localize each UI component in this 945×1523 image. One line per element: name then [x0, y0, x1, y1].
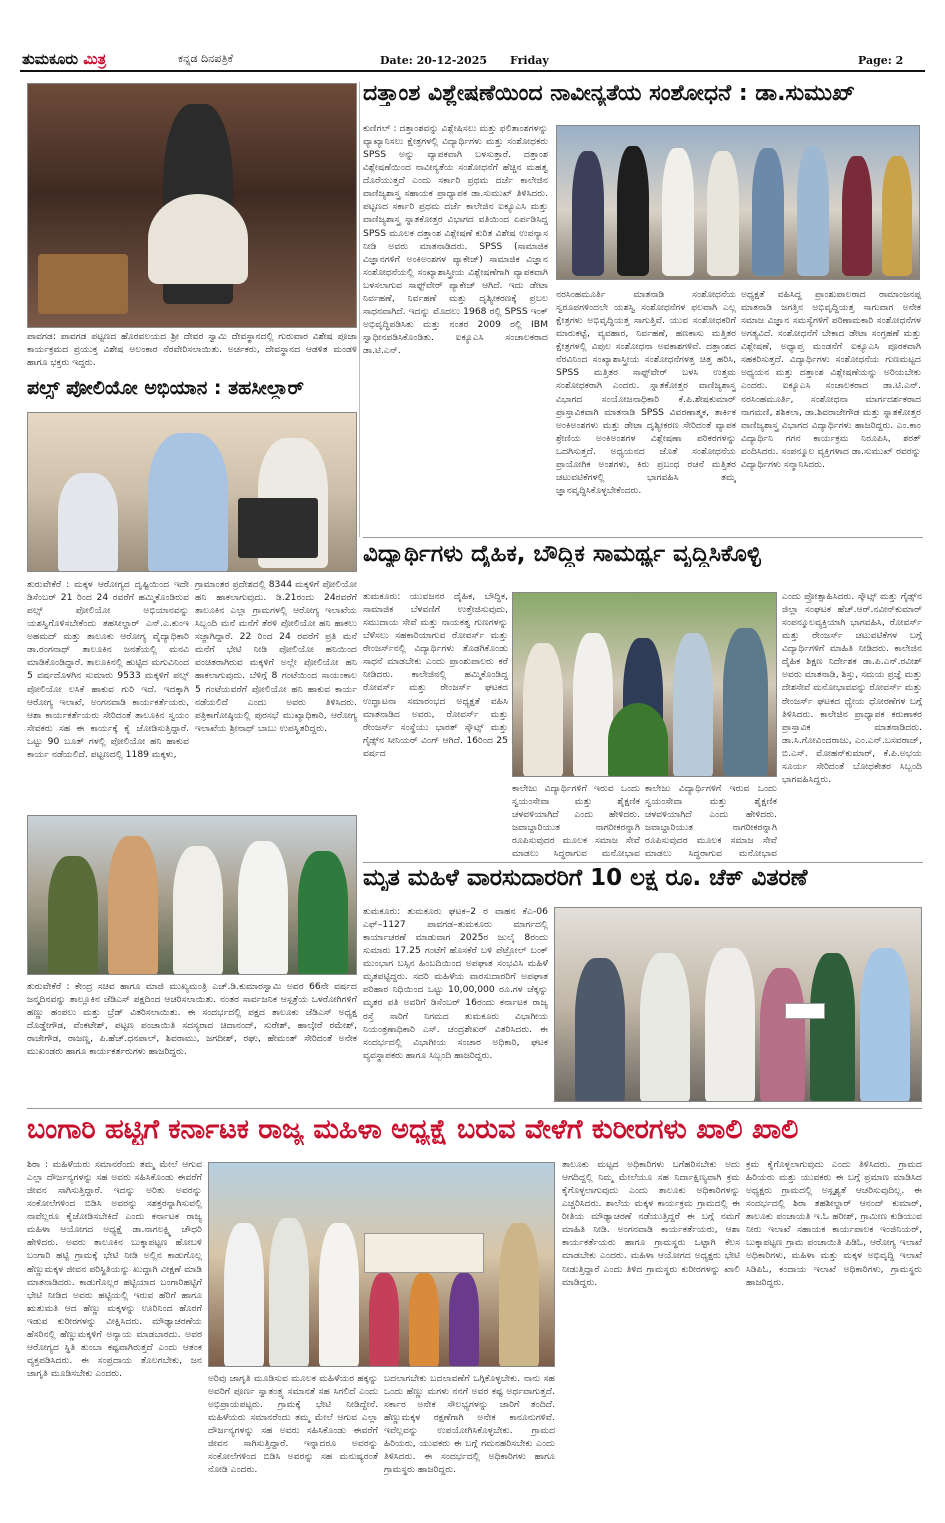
women-col1: ಶಿರಾ : ಮಹಿಳೆಯರು ಸಮಾನರೆಂದು ತಮ್ಮ ಮೇಲೆ ಆಗುವ ಎಲ್ಲಾ ದೌರ್ಜನ್ಯಗಳನ್ನು ಸಹ ಅವರು ಸಹಿಸಿಕೊಂಡು ಈವರೆಗೆ ಜೀವನ ಸಾಗಿಸುತ್ತಿದ್ದಾರೆ. ಇದನ್ನು ಅರಿತು ಅವರನ್ನು ಸಂಕೋಲೆಗಳಿಂದ ಬಿಡಿಸಿ ಅವರನ್ನು ಸಶಕ್ತರನ್ನಾಗಿಸುವಲ್ಲಿ ನಾವೆಲ್ಲರೂ ಕೈಜೋಡಿಸಬೇಕಿದೆ ಎಂದು ಕರ್ನಾಟಕ ರಾಜ್ಯ ಮಹಿಳಾ ಆಯೋಗದ ಅಧ್ಯಕ್ಷೆ ಡಾ.ನಾಗಲಕ್ಷ್ಮಿ ಚೌಧರಿ ಹೇಳಿದರು. ಅವರು ತಾಲೂಕಿನ ಬುಕ್ಕಾಪಟ್ಟಣ ಹೋಬಳಿ ಬಂಗಾರಿ ಹಟ್ಟಿ ಗ್ರಾಮಕ್ಕೆ ಭೇಟಿ ನೀಡಿ ಅಲ್ಲಿನ ಕಾಡುಗೊಲ್ಲ ಹೆಣ್ಣುಮಕ್ಕಳ ಜೀವನ ಪರಿಸ್ಥಿತಿಯನ್ನು ಖುದ್ದಾಗಿ ವೀಕ್ಷಣೆ ಮಾಡಿ ಮಾತನಾಡಿದರು. ಕಾಡುಗೊಲ್ಲರ ಹಟ್ಟಿಯಾದ ಬಂಗಾರಿಹಟ್ಟಿಗೆ ಭೇಟಿ ನೀಡಿದ ಅವರು ಹಟ್ಟಿಯಲ್ಲಿ ಇರುವ ಹೆರಿಗೆ ಹಾಗೂ ಋತುಮತಿ ಆದ ಹೆಣ್ಣು ಮಕ್ಕಳನ್ನು ಊರಿನಿಂದ ಹೊರಗೆ ಇಡುವ ಕುರೀರಗಳನ್ನು ವೀಕ್ಷಿಸಿದರು. ಮೌಢ್ಯಾಚರಣೆಯ ಹೆಸರಿನಲ್ಲಿ ಹೆಣ್ಣುಮಕ್ಕಳಿಗೆ ಅನ್ಯಾಯ ಮಾಡಬಾರದು. ಅವರ ಆರೋಗ್ಯದ ಸ್ಥಿತಿ ತುಂಬಾ ಕಷ್ಟವಾಗಿರುತ್ತದೆ ಎಂದು ಆತಂಕ ವ್ಯಕ್ತಪಡಿಸಿದರು. ಈ ಸಂಪ್ರದಾಯ ತೊಲಗಬೇಕು, ಜನ ಜಾಗೃತಿ ಮೂಡಿಸಬೇಕು ಎಂದರು. [27, 1159, 202, 1379]
officer-left [58, 473, 118, 572]
issue-day: Friday [510, 54, 549, 67]
official-2 [640, 953, 690, 1102]
guest-2 [573, 633, 613, 777]
newspaper-subtitle: ಕನ್ನಡ ದಿನಪತ್ರಿಕೆ [178, 52, 234, 65]
masthead [0, 0, 945, 80]
person-7 [842, 156, 872, 276]
section-rule-3 [27, 1108, 922, 1109]
marcher-3 [319, 1223, 359, 1367]
temple-caption: ಪಾವಗಡ: ಪಾವಗಡ ಪಟ್ಟಣದ ಹೊರವಲಯದ ಶ್ರೀ ದೇವರ ಸ್ವಾಮಿ ದೇವಸ್ಥಾನದಲ್ಲಿ ಗುರುವಾರ ವಿಶೇಷ ಪೂಜಾ ಕಾರ್ಯಕ್ರಮದ ಪ್ರಯುಕ್ತ ವಿಶೇಷ ಅಲಂಕಾರ ನೆರವೇರಿಸಲಾಯಿತು. ಅರ್ಚಕರು, ದೇವಸ್ಥಾನದ ಆಡಳಿತ ಮಂಡಳಿ ಹಾಗೂ ಭಕ್ತರು ಇದ್ದರು. [27, 331, 357, 369]
ceremony-photo [512, 592, 777, 777]
cheque-headline: ಮೃತ ಮಹಿಳೆ ವಾರಸುದಾರರಿಗೆ 10 ಲಕ್ಷ ರೂ. ಚೆಕ್ ವಿತರಣೆ [363, 866, 808, 891]
person-5 [752, 148, 784, 276]
marcher-7 [499, 1223, 539, 1367]
marcher-4 [369, 1273, 399, 1367]
visitor-2 [108, 836, 158, 975]
polio-col2: ಗ್ರಾಮಾಂತರ ಪ್ರದೇಶದಲ್ಲಿ 8344 ಮಕ್ಕಳಿಗೆ ಪೋಲಿಯೋ ಹನಿ ಹಾಕಲಾಗುವುದು. ಡಿ.21ರಂದು 24ರವರೆಗೆ ತಾಲೂಕಿನ ಎಲ್ಲಾ ಗ್ರಾಮಗಳಲ್ಲಿ ಆರೋಗ್ಯ ಇಲಾಖೆಯ ಸಿಬ್ಬಂದಿ ಮನೆ ಮನೆಗೆ ತೆರಳಿ ಪೋಲಿಯೋ ಹನಿ ಹಾಕಲು ಸಜ್ಜಾಗಿದ್ದಾರೆ. 22 ರಿಂದ 24 ರವರೆಗೆ ಪ್ರತಿ ಮನೆ ಮನೆಗೆ ಭೇಟಿ ನೀಡಿ ಪೋಲಿಯೋ ಹನಿಯಿಂದ ವಂಚಿತರಾಗಿರುವ ಮಕ್ಕಳಿಗೆ ಅಲ್ಲೇ ಪೋಲಿಯೋ ಹನಿ ಹಾಕಲಾಗುವುದು. ಬೆಳಿಗ್ಗೆ 8 ಗಂಟೆಯಿಂದ ಸಾಯಂಕಾಲ 5 ಗಂಟೆಯವರೆಗೆ ಪೋಲಿಯೋ ಹನಿ ಹಾಕುವ ಕಾರ್ಯ ನಡೆಯಲಿದೆ ಎಂದು ಅವರು ತಿಳಿಸಿದರು. ಪತ್ರಿಕಾಗೋಷ್ಠಿಯಲ್ಲಿ ಪುರಸಭೆ ಮುಖ್ಯಾಧಿಕಾರಿ, ಆರೋಗ್ಯ ಇಲಾಖೆಯ ಶ್ರೀನಾಥ್ ಬಾಬು ಉಪಸ್ಥಿತರಿದ್ದರು. [195, 579, 357, 734]
newspaper-logo [22, 50, 106, 68]
logo-part2: ಮಿತ್ರ [83, 50, 107, 68]
women-col4: ತಾಲೂಕು ಮಟ್ಟದ ಅಧಿಕಾರಿಗಳು ಬಗೆಹರಿಸಬೇಕು ಅದು ಆಗದಿದ್ದಲ್ಲಿ ನಿಮ್ಮ ಮೇಲೆಯೂ ಸಹ ನಿರ್ದಾಕ್ಷಿಣ್ಯವಾಗಿ ಕ್ರಮ ಕೈಗೊಳ್ಳಲಾಗುವುದು ಎಂದು ತಾಲೂಕು ಅಧಿಕಾರಿಗಳನ್ನು ಎಚ್ಚರಿಸಿದರು. ಶಾಲೆಯ ಮಕ್ಕಳ ಕಾರ್ಯಕ್ರಮ ಗ್ರಾಮದಲ್ಲಿ ಈ ರೀತಿಯ ಮೌಢ್ಯಾಚರಣೆ ನಡೆಯುತ್ತಿದ್ದರೆ ಈ ಬಗ್ಗೆ ನಮಗೆ ಮಾಹಿತಿ ನೀಡಿ. ಅಂಗನವಾಡಿ ಕಾರ್ಯಕರ್ತೆಯರು, ಆಶಾ ಕಾರ್ಯಕರ್ತೆಯರು ಹಾಗೂ ಗ್ರಾಮಸ್ಥರು ಒಟ್ಟಾಗಿ ಕೆಲಸ ಮಾಡಬೇಕು ಎಂದರು. ಮಹಿಳಾ ಆಯೋಗದ ಅಧ್ಯಕ್ಷರು ಭೇಟಿ ನೀಡುತ್ತಿದ್ದಾರೆ ಎಂದು ತಿಳಿದ ಗ್ರಾಮಸ್ಥರು ಕುರೀರಗಳನ್ನು ಖಾಲಿ ಮಾಡಿದ್ದರು. [562, 1159, 740, 1288]
students-col3: ಎಂದು ಪ್ರೋತ್ಸಾಹಿಸಿದರು. ಸ್ಕೌಟ್ಸ್ ಮತ್ತು ಗೈಡ್ಸ್‌ನ ಜಿಲ್ಲಾ ಸಂಘಟಕ ಹೆಚ್.ಆರ್.ನವೀನ್‌ಕುಮಾರ್ ಸಂಪನ್ಮೂಲವ್ಯಕ್ತಿಯಾಗಿ ಭಾಗವಹಿಸಿ, ರೋವರ್ಸ್ ಮತ್ತು ರೇಂಜರ್ಸ್ ಚಟುವಟಿಕೆಗಳ ಬಗ್ಗೆ ವಿದ್ಯಾರ್ಥಿಗಳಿಗೆ ಮಾಹಿತಿ ನೀಡಿದರು. ಕಾಲೇಜಿನ ದೈಹಿಕ ಶಿಕ್ಷಣ ನಿರ್ದೇಶಕ ಡಾ.ಪಿ.ಎನ್.ರವೀಶ್ ಅವರು ಮಾತನಾಡಿ, ಶಿಸ್ತು, ಸಮಯ ಪ್ರಜ್ಞೆ ಮತ್ತು ದೇಶಸೇವೆ ಮನೋಭಾವವನ್ನು ರೋವರ್ಸ್ ಮತ್ತು ರೇಂಜರ್ಸ್ ಘಟಕದ ಧ್ಯೇಯ ಧೋರಣೆಗಳ ಬಗ್ಗೆ ತಿಳಿಸಿದರು. ಕಾಲೇಜಿನ ಪ್ರಾಧ್ಯಾಪಕ ಕರುಣಾಕರ ಪ್ರಾಸ್ತಾವಿಕ ಮಾತನಾಡಿದರು. ಡಾ.ಸಿ.ಗೋವಿಂದರಾಜು, ಎಂ.ಎನ್.ಬಸವರಾಜ್, ಬಿ.ಎಸ್. ಮೋಹನ್‌ಕುಮಾರ್, ಕೆ.ಪಿ.ಅಭಯ ಸೂರ್ಯ ಸೇರಿದಂತೆ ಬೋಧಕೇತರ ಸಿಬ್ಬಂದಿ ಭಾಗವಹಿಸಿದ್ದರು. [782, 591, 922, 785]
logo-part1: ತುಮಕೂರು [22, 50, 84, 68]
women-col5: ಕ್ರಮ ಕೈಗೊಳ್ಳಲಾಗುವುದು ಎಂದು ತಿಳಿಸಿದರು. ಗ್ರಾಮದ ಹಿರಿಯರು ಮತ್ತು ಯುವಕರು ಈ ಬಗ್ಗೆ ಪ್ರಮಾಣ ಮಾಡಿಸಿದ ಅಧ್ಯಕ್ಷರು ಗ್ರಾಮದಲ್ಲಿ ಅಸ್ಪೃಶ್ಯತೆ ಆಚರಿಸುವುದಿಲ್ಲ. ಈ ಸಂದರ್ಭದಲ್ಲಿ ಶಿರಾ ತಹಶೀಲ್ದಾರ್ ಆನಂದ್ ಕುಮಾರ್, ತಾಲೂಕು ಪಂಚಾಯತಿ ಇ.ಓ ಹರೀಶ್, ಗ್ರಾಮೀಣ ಕುಡಿಯುವ ನೀರು ಇಲಾಖೆ ಸಹಾಯಕ ಕಾರ್ಯಪಾಲಕ ಇಂಜಿನಿಯರ್, ಬುಕ್ಕಾಪಟ್ಟಣ ಗ್ರಾಮ ಪಂಚಾಯಿತಿ ಪಿಡಿಓ, ಆರೋಗ್ಯ ಇಲಾಖೆ ಅಧಿಕಾರಿಗಳು, ಮಹಿಳಾ ಮತ್ತು ಮಕ್ಕಳ ಅಭಿವೃದ್ಧಿ ಇಲಾಖೆ ಸಿಡಿಪಿಓ, ಕಂದಾಯ ಇಲಾಖೆ ಅಧಿಕಾರಿಗಳು, ಗ್ರಾಮಸ್ಥರು ಹಾಜರಿದ್ದರು. [746, 1159, 922, 1288]
women-headline: ಬಂಗಾರಿ ಹಟ್ಟಿಗೆ ಕರ್ನಾಟಕ ರಾಜ್ಯ ಮಹಿಳಾ ಅಧ್ಯಕ್ಷೆ ಬರುವ ವೇಳೆಗೆ ಕುರೀರಗಳು ಖಾಲಿ ಖಾಲಿ [27, 1115, 799, 1145]
office-photo [27, 412, 357, 572]
visitor-5 [298, 851, 348, 975]
masthead-rule [20, 70, 925, 72]
person-3 [662, 148, 694, 276]
polio-headline: ಪಲ್ಸ್ ಪೋಲಿಯೋ ಅಭಿಯಾನ : ತಹಸೀಲ್ದಾರ್ [27, 378, 304, 399]
students-col2: ಕಾಲೇಜು ವಿದ್ಯಾರ್ಥಿಗಳಿಗೆ ಇರುವ ಒಂದು ಸ್ವಯಂಸೇವಾ ಮತ್ತು ಶೈಕ್ಷಣಿಕ ಚಳವಳಿಯಾಗಿದೆ ಎಂದು ಹೇಳಿದರು. ಜವಾಬ್ದಾರಿಯುತ ನಾಗರೀಕರನ್ನಾಗಿ ರೂಪಿಸುವುದರ ಮೂಲಕ ಸಮಾಜ ಸೇವೆ ಮಾಡಲು ಸಿದ್ಧರಾಗುವ ಮನೋಭಾವ [512, 783, 640, 860]
research-col3b: ಅಧ್ಯಕ್ಷತೆ ವಹಿಸಿದ್ದ ಪ್ರಾಂಶುಪಾಲರಾದ ರಾಮಾಂಜನಪ್ಪ ಮಾತನಾಡಿ ಜಗತ್ತಿನ ಅಭಿವೃದ್ಧಿಯತ್ತ ಸಾಗುವಾಗ ಅನೇಕ ಸಮಾಜ ವಿಜ್ಞಾನ ಸಮಸ್ಯೆಗಳಿಗೆ ಪರಿಣಾಮಕಾರಿ ಸಂಶೋಧನೆಗಳ ಅಗತ್ಯವಿದೆ. ಸಂಶೋಧನೆಗೆ ಬೇಕಾದ ಡೇಟಾ ಸಂಗ್ರಹಣೆ ಮತ್ತು ವಿಶ್ಲೇಷಣೆ, ಅಧ್ಯಾಪ್ತ ಮಂಡನೆಗೆ ಐಕ್ಯೂಎಸಿ ಪೂರಕವಾಗಿ ಸಹಕರಿಸುತ್ತದೆ. ವಿದ್ಯಾರ್ಥಿಗಳು ಸಂಶೋಧನೆಯ ಗುಣಮಟ್ಟದ ಅಧ್ಯಯನ ಮತ್ತು ದತ್ತಾಂಶ ವಿಶ್ಲೇಷಣೆಯನ್ನು ಅರಿಯಬೇಕು ಎಂದರು. ಐಕ್ಯೂಎಸಿ ಸಂಚಾಲಕರಾದ ಡಾ.ಟಿ.ಎನ್. ನರಸಿಂಹಮೂರ್ತಿ, ಸಂಶೋಧನಾ ಮಾರ್ಗದರ್ಶಕರಾದ ನಾಗಮಣಿ, ಶಶಿಕಲಾ, ಡಾ.ಶಿವರಾಜೇಗೌಡ ಮತ್ತು ಸ್ನಾತಕೋತ್ತರ ವಾಣಿಜ್ಯಶಾಸ್ತ್ರ ವಿಭಾಗದ ವಿದ್ಯಾರ್ಥಿಗಳು ಹಾಜರಿದ್ದರು. ಎಂ.ಕಾಂ ವಿದ್ಯಾರ್ಥಿನಿ ಗಗನ ಕಾರ್ಯಕ್ರಮ ನಿರೂಪಿಸಿ, ಶರತ್ ವಂದಿಸಿದರು. ಸಂಪನ್ಮೂಲ ವ್ಯಕ್ತಿಗಳಾದ ಡಾ.ಸುಮುಖ್ ರವರನ್ನು ವಿದ್ಯಾರ್ಥಿಗಳು ಸನ್ಮಾನಿಸಿದರು. [741, 289, 921, 470]
guest-1 [523, 643, 563, 777]
person-4 [707, 151, 739, 276]
issue-date: Date: 20-12-2025 [380, 54, 487, 67]
marcher-1 [224, 1223, 264, 1367]
visitor-4 [238, 841, 288, 975]
person-8 [882, 156, 912, 276]
guest-4 [673, 633, 713, 777]
column-rule [359, 82, 360, 537]
students-headline: ವಿದ್ಯಾರ್ಥಿಗಳು ದೈಹಿಕ, ಬೌದ್ಧಿಕ ಸಾಮರ್ಥ್ಯ ವೃದ್ಧಿಸಿಕೊಳ್ಳಿ [363, 542, 761, 567]
temple-photo [27, 83, 357, 328]
research-col3a: ನರಸಿಂಹಮೂರ್ತಿ ಮಾತನಾಡಿ ಸಂಶೋಧನೆಯ ಸ್ವರೂಪಗಳಿಂದಲೇ ಯಶಸ್ವಿ ಸಂಶೋಧನೆಗಳ ಫಲವಾಗಿ ಎಲ್ಲ ಕ್ಷೇತ್ರಗಳು ಅಭಿವೃದ್ಧಿಯತ್ತ ಸಾಗುತ್ತಿವೆ. ಯುವ ಸಂಶೋಧಕರಿಗೆ ಮಾರುಕಟ್ಟೆ, ವ್ಯವಹಾರ, ನಿರ್ವಹಣೆ, ಹಣಕಾಸು ಮತ್ತಿತರ ಕ್ಷೇತ್ರಗಳಲ್ಲಿ ವಿಪುಲ ಸಂಶೋಧನಾ ಅವಕಾಶಗಳಿವೆ. ದತ್ತಾಂಶದ ನೆರವಿನಿಂದ ಸಂಖ್ಯಾಶಾಸ್ತ್ರೀಯ ಸಂಶೋಧನೆಗಳತ್ತ ಚಿತ್ತ ಹರಿಸಿ, SPSS ಮತ್ತಿತರ ಸಾಫ್ಟ್‌ವೇರ್ ಬಳಸಿ ಉತ್ತಮ ಸಂಶೋಧಕರಾಗಿ ಎಂದರು. ಸ್ನಾತಕೋತ್ತರ ವಾಣಿಜ್ಯಶಾಸ್ತ್ರ ವಿಭಾಗದ ಸಂಯೋಜನಾಧಿಕಾರಿ ಕೆ.ಪಿ.ಶೇಷಕುಮಾರ್ ಪ್ರಾಸ್ತಾವಿಕವಾಗಿ ಮಾತನಾಡಿ SPSS ವಿವರಣಾತ್ಮಕ, ತಾರ್ಕಿಕ ಅಂಕಿಅಂಶಗಳು ಮತ್ತು ಡೇಟಾ ದೃಶ್ಯೀಕರಣ ಸೇರಿದಂತೆ ವ್ಯಾಪಕ ಶ್ರೇಣಿಯ ಅಂಕಿಅಂಶಗಳ ವಿಶ್ಲೇಷಣಾ ಪರಿಕರಗಳನ್ನು ಒದಗಿಸುತ್ತದೆ. ಅಧ್ಯಯನದ ಜೊತೆ ಸಂಶೋಧನೆಯ ಪ್ರಾಯೋಗಿಕ ಅಂಶಗಳು, ಕಿರು ಪ್ರಬಂಧ ರಚನೆ ಮತ್ತಿತರ ಚಟುವಟಿಕೆಗಳಲ್ಲಿ ಭಾಗವಹಿಸಿ ತಮ್ಮ ಜ್ಞಾನವೃದ್ಧಿಸಿಕೊಳ್ಳಬೇಕೆಂದರು. [556, 289, 736, 496]
official-3 [705, 948, 755, 1102]
cheque-body: ತುಮಕೂರು: ತುಮಕೂರು ಘಟಕ–2 ರ ವಾಹನ ಕೆಎ-06 ಎಫ್–1127 ಪಾವಗಡ–ತುಮಕೂರು ಮಾರ್ಗದಲ್ಲಿ ಕಾರ್ಯಾಚರಣೆ ಮಾಡುವಾಗ 2025ರ ಜುಲೈ 8ರಂದು ಸುಮಾರು 17.25 ಗಂಟೆಗೆ ಹೊಸಕೆರೆ ಬಳಿ ಪೆಟ್ರೋಲ್ ಬಂಕ್ ಮುಂಭಾಗ ಬಸ್ಸಿನ ಹಿಂಬದಿಯಿಂದ ಅಪಘಾತ ಸಂಭವಿಸಿ ಮಹಿಳೆ ಮೃತಪಟ್ಟಿದ್ದರು. ಸದರಿ ಮಹಿಳೆಯ ವಾರಸುದಾರರಿಗೆ ಅಪಘಾತ ಪರಿಹಾರ ನಿಧಿಯಿಂದ ಒಟ್ಟು 10,00,000 ರೂ.ಗಳ ಚೆಕ್ಕನ್ನು ಮೃತರ ಪತಿ ಅವರಿಗೆ ಡಿಸೆಂಬರ್ 16ರಂದು ಕರ್ನಾಟಕ ರಾಜ್ಯ ರಸ್ತೆ ಸಾರಿಗೆ ನಿಗಮದ ತುಮಕೂರು ವಿಭಾಗೀಯ ನಿಯಂತ್ರಣಾಧಿಕಾರಿ ಎಸ್. ಚಂದ್ರಶೇಖರ್ ವಿತರಿಸಿದರು. ಈ ಸಂದರ್ಭದಲ್ಲಿ ವಿಭಾಗೀಯ ಸಂಚಾರ ಅಧಿಕಾರಿ, ಘಟಕ ವ್ಯವಸ್ಥಾಪಕರು ಹಾಗೂ ಸಿಬ್ಬಂದಿ ಹಾಜರಿದ್ದರು. [363, 906, 548, 1061]
hospital-caption: ತುರುವೇಕೆರೆ : ಕೇಂದ್ರ ಸಚಿವ ಹಾಗೂ ಮಾಜಿ ಮುಖ್ಯಮಂತ್ರಿ ಎಚ್.ಡಿ.ಕುಮಾರಸ್ವಾಮಿ ಅವರ 66ನೇ ವರ್ಷದ ಜನ್ಮದಿನವನ್ನು ತಾಲ್ಲೂಕಿನ ಜೆಡಿಎಸ್ ಪಕ್ಷದಿಂದ ಆಚರಿಸಲಾಯಿತು. ನಂತರ ಸಾರ್ವಜನಿಕ ಆಸ್ಪತ್ರೆಯ ಒಳರೋಗಿಗಳಿಗೆ ಹಣ್ಣು ಹಂಪಲು ಮತ್ತು ಬ್ರೆಡ್ ವಿತರಿಸಲಾಯಿತು. ಈ ಸಂದರ್ಭದಲ್ಲಿ ಪಕ್ಷದ ತಾಲೂಕು ಜೆಡಿಎಸ್ ಅಧ್ಯಕ್ಷ ದೊಡ್ಡೇಗೌಡ, ವೆಂಕಟೇಶ್, ಪಟ್ಟಣ ಪಂಚಾಯಿತಿ ಸದಸ್ಯರಾದ ಚಿದಾನಂದ್, ಸುರೇಶ್, ಹಾಲ್ಕೇರೆ ರಮೇಶ್, ರಾಜೇಗೌಡ, ರಾಜಣ್ಣ, ಪಿ.ಹೆಚ್.ಧನಪಾಲ್, ಶಿವರಾಮು, ಜಗದೀಶ್, ರಘು, ಹೇಮಂತ್ ಸೇರಿದಂತೆ ಅನೇಕ ಮುಖಂಡರು ಹಾಗೂ ಕಾರ್ಯಕರ್ತರುಗಳು ಹಾಜರಿದ್ದರು. [27, 981, 357, 1058]
page-number: Page: 2 [858, 54, 904, 67]
person-6 [797, 146, 829, 276]
cheque-photo [554, 907, 922, 1102]
official-5 [860, 948, 910, 1102]
hospital-photo [27, 815, 357, 975]
garland-shape [148, 194, 248, 284]
seminar-photo [556, 125, 920, 280]
marcher-5 [409, 1273, 439, 1367]
visitor-3 [173, 846, 223, 975]
computer-monitor [238, 498, 318, 558]
person-2 [617, 146, 649, 276]
women-col3: ಬದಲಾಗಬೇಕು ಬದಲಾವಣೆಗೆ ಒಗ್ಗಿಕೊಳ್ಳಬೇಕು. ನಾನು ಸಹ ಒಂದು ಹೆಣ್ಣು ಮಗಳು ನನಗೆ ಅವರ ಕಷ್ಟ ಅರ್ಥವಾಗುತ್ತದೆ. ಸರ್ಕಾರ ಅನೇಕ ಸೌಲಭ್ಯಗಳನ್ನು ಜಾರಿಗೆ ತಂದಿದೆ. ಹೆಣ್ಣುಮಕ್ಕಳ ರಕ್ಷಣೆಗಾಗಿ ಅನೇಕ ಕಾನೂನುಗಳಿವೆ. ಇವೆಲ್ಲವನ್ನು ಉಪಯೋಗಿಸಿಕೊಳ್ಳಬೇಕು. ಗ್ರಾಮದ ಹಿರಿಯರು, ಯುವಕರು ಈ ಬಗ್ಗೆ ಗಮನಹರಿಸಬೇಕು ಎಂದು ತಿಳಿಸಿದರು. ಈ ಸಂದರ್ಭದಲ್ಲಿ ಅಧಿಕಾರಿಗಳು ಹಾಗೂ ಗ್ರಾಮಸ್ಥರು ಹಾಜರಿದ್ದರು. [384, 1373, 555, 1476]
cheque-shape [785, 1003, 825, 1019]
offering-table [38, 254, 128, 314]
plant-pot [608, 703, 668, 777]
official-4 [810, 953, 855, 1102]
section-rule-2 [363, 862, 923, 863]
protest-banner [364, 1233, 484, 1273]
marcher-6 [449, 1273, 479, 1367]
rally-photo [208, 1162, 555, 1367]
visitor-1 [48, 856, 98, 975]
section-rule [363, 537, 923, 538]
guest-5 [723, 628, 768, 777]
research-headline: ದತ್ತಾಂಶ ವಿಶ್ಲೇಷಣೆಯಿಂದ ನಾವೀನ್ಯತೆಯ ಸಂಶೋಧನೆ : ಡಾ.ಸುಮುಖ್ [363, 82, 856, 106]
women-col2: ಅರಿವು ಜಾಗೃತಿ ಮೂಡಿಸುವ ಮೂಲಕ ಮಹಿಳೆಯರ ಹಕ್ಕನ್ನು ಅವರಿಗೆ ಪೂರ್ಣ ಸ್ವಾತಂತ್ರ್ಯ ಸಮಾನತೆ ಸಹ ಸಿಗಲಿದೆ ಎಂದು ಅಭಿಪ್ರಾಯಪಟ್ಟರು. ಗ್ರಾಮಕ್ಕೆ ಭೇಟಿ ನೀಡಿದ್ದೇನೆ. ಮಹಿಳೆಯರು ಸಮಾನರೆಂದು ತಮ್ಮ ಮೇಲೆ ಆಗುವ ಎಲ್ಲಾ ದೌರ್ಜನ್ಯಗಳನ್ನು ಸಹ ಅವರು ಸಹಿಸಿಕೊಂಡು ಈವರೆಗೆ ಜೀವನ ಸಾಗಿಸುತ್ತಿದ್ದಾರೆ. ಇನ್ನಾದರೂ ಅವರನ್ನು ಸಂಕೋಲೆಗಳಿಂದ ಬಿಡಿಸಿ ಅವರನ್ನು ಸಹ ಮನುಷ್ಯರಂತೆ ನೋಡಿ ಎಂದರು. [208, 1373, 378, 1476]
students-col2b: ಕಾಲೇಜು ವಿದ್ಯಾರ್ಥಿಗಳಿಗೆ ಇರುವ ಒಂದು ಸ್ವಯಂಸೇವಾ ಮತ್ತು ಶೈಕ್ಷಣಿಕ ಚಳವಳಿಯಾಗಿದೆ ಎಂದು ಹೇಳಿದರು. ಜವಾಬ್ದಾರಿಯುತ ನಾಗರೀಕರನ್ನಾಗಿ ರೂಪಿಸುವುದರ ಮೂಲಕ ಸಮಾಜ ಸೇವೆ ಮಾಡಲು ಸಿದ್ಧರಾಗುವ ಮನೋಭಾವ [645, 783, 777, 860]
marcher-2 [269, 1218, 309, 1367]
official-1 [575, 958, 625, 1102]
students-col1: ತುಮಕೂರು: ಯುವಜನರ ದೈಹಿಕ, ಬೌದ್ಧಿಕ, ಸಾಮಾಜಿಕ ಬೆಳವಣಿಗೆ ಉತ್ತೇಜಿಸುವುದು, ಸಮುದಾಯ ಸೇವೆ ಮತ್ತು ನಾಯಕತ್ವ ಗುಣಗಳನ್ನು ಬೆಳೆಸಲು ಸಹಕಾರಿಯಾಗುವ ರೋವರ್ಸ್ ಮತ್ತು ರೇಂಜರ್ಸ್‌ನಲ್ಲಿ ವಿದ್ಯಾರ್ಥಿಗಳು ತೊಡಗಿಕೊಂಡು ಸಾಧನೆ ಮಾಡಬೇಕು ಎಂದು ಪ್ರಾಂಶುಪಾಲರು ಕರೆ ನೀಡಿದರು. ಕಾಲೇಜಿನಲ್ಲಿ ಹಮ್ಮಿಕೊಂಡಿದ್ದ ರೋವರ್ಸ್ ಮತ್ತು ರೇಂಜರ್ಸ್ ಘಟಕದ ಉದ್ಘಾಟನಾ ಸಮಾರಂಭದ ಅಧ್ಯಕ್ಷತೆ ವಹಿಸಿ ಮಾತನಾಡಿದ ಅವರು, ರೋವರ್ಸ್ ಮತ್ತು ರೇಂಜರ್ಸ್ ಸಂಸ್ಥೆಯು ಭಾರತ್ ಸ್ಕೌಟ್ಸ್ ಮತ್ತು ಗೈಡ್ಸ್‌ನ ಸೀನಿಯರ್ ವಿಂಗ್ ಆಗಿದೆ. 16ರಿಂದ 25 ವರ್ಷದ [363, 591, 508, 759]
research-col1: ಕುಣಿಗಲ್ : ದತ್ತಾಂಶವನ್ನು ವಿಶ್ಲೇಷಿಸಲು ಮತ್ತು ಫಲಿತಾಂಶಗಳನ್ನು ವ್ಯಾಖ್ಯಾನಿಸಲು ಕ್ಷೇತ್ರಗಳಲ್ಲಿ ವಿದ್ಯಾರ್ಥಿಗಳು ಮತ್ತು ಸಂಶೋಧಕರು SPSS ಅನ್ನು ವ್ಯಾಪಕವಾಗಿ ಬಳಸುತ್ತಾರೆ. ದತ್ತಾಂಶ ವಿಶ್ಲೇಷಣೆಯಿಂದ ನಾವೀನ್ಯತೆಯ ಸಂಶೋಧನೆಗೆ ಹೆಚ್ಚಿನ ಮಹತ್ವ ದೊರೆಯುತ್ತದೆ ಎಂದು ಸರ್ಕಾರಿ ಪ್ರಥಮ ದರ್ಜೆ ಕಾಲೇಜಿನ ವಾಣಿಜ್ಯಶಾಸ್ತ್ರ ಸಹಾಯಕ ಪ್ರಾಧ್ಯಾಪಕ ಡಾ.ಸುಮುಖ್ ತಿಳಿಸಿದರು. ಪಟ್ಟಣದ ಸರ್ಕಾರಿ ಪ್ರಥಮ ದರ್ಜೆ ಕಾಲೇಜಿನ ಐಕ್ಯೂಎಸಿ ಮತ್ತು ವಾಣಿಜ್ಯಶಾಸ್ತ್ರ ಸ್ನಾತಕೋತ್ತರ ವಿಭಾಗದ ವತಿಯಿಂದ ಏರ್ಪಡಿಸಿದ್ದ SPSS ಮೂಲಕ ದತ್ತಾಂಶ ವಿಶ್ಲೇಷಣೆ ಕುರಿತ ವಿಶೇಷ ಉಪನ್ಯಾಸ ನೀಡಿ ಅವರು ಮಾತನಾಡಿದರು. SPSS (ಸಾಮಾಜಿಕ ವಿಜ್ಞಾನಗಳಿಗೆ ಅಂಕಿಅಂಶಗಳ ಪ್ಯಾಕೇಜ್) ಸಾಮಾಜಿಕ ವಿಜ್ಞಾನ ಸಂಶೋಧನೆಯಲ್ಲಿ ಸಂಖ್ಯಾಶಾಸ್ತ್ರೀಯ ವಿಶ್ಲೇಷಣೆಗಾಗಿ ವ್ಯಾಪಕವಾಗಿ ಬಳಸಲಾಗುವ ಸಾಫ್ಟ್‌ವೇರ್ ಪ್ಯಾಕೇಜ್ ಆಗಿದೆ. ಇದು ಡೇಟಾ ನಿರ್ವಹಣೆ, ನಿರ್ವಹಣೆ ಮತ್ತು ದೃಶ್ಯೀಕರಣಕ್ಕೆ ಪ್ರಬಲ ಸಾಧನವಾಗಿದೆ. ಇದನ್ನು ಮೊದಲು 1968 ರಲ್ಲಿ SPSS ಇಂಕ್ ಅಭಿವೃದ್ಧಿಪಡಿಸಿತು ಮತ್ತು ನಂತರ 2009 ರಲ್ಲಿ IBM ಸ್ವಾಧೀನಪಡಿಸಿಕೊಂಡಿತು. ಐಕ್ಯೂಎಸಿ ಸಂಚಾಲಕರಾದ ಡಾ.ಟಿ.ಎನ್. [363, 123, 548, 357]
polio-col1: ತುರುವೇಕೆರೆ : ಮಕ್ಕಳ ಆರೋಗ್ಯದ ದೃಷ್ಟಿಯಿಂದ ಇದೇ ಡಿಸೆಂಬರ್ 21 ರಿಂದ 24 ರವರೆಗೆ ಹಮ್ಮಿಕೊಂಡಿರುವ ಪಲ್ಸ್ ಪೋಲಿಯೋ ಅಭಿಯಾನವನ್ನು ಯಶಸ್ವಿಗೊಳಿಸಬೇಕೆಂದು ತಹಸೀಲ್ದಾರ್ ಎನ್.ಎ.ಕುಂಇ ಅಹಮದ್ ಮತ್ತು ತಾಲೂಕು ಆರೋಗ್ಯ ವೈದ್ಯಾಧಿಕಾರಿ ಡಾ.ರಂಗನಾಥ್ ತಾಲೂಕಿನ ಜನತೆಯಲ್ಲಿ ಮನವಿ ಮಾಡಿಕೊಂಡಿದ್ದಾರೆ. ತಾಲೂಕಿನಲ್ಲಿ ಹುಟ್ಟಿದ ಮಗುವಿನಿಂದ 5 ವರ್ಷದೊಳಗಿನ ಸುಮಾರು 9533 ಮಕ್ಕಳಿಗೆ ಪಲ್ಸ್ ಪೋಲಿಯೋ ಲಸಿಕೆ ಹಾಕುವ ಗುರಿ ಇದೆ. ಇದಕ್ಕಾಗಿ ಆರೋಗ್ಯ ಇಲಾಖೆ, ಅಂಗನವಾಡಿ ಕಾರ್ಯಕರ್ತೆಯರು, ಆಶಾ ಕಾರ್ಯಕರ್ತೆಯರು ಸೇರಿದಂತೆ ತಾಲೂಕಿನ ಸ್ವಯಂ ಸೇವಕರು ಸಹ ಈ ಕಾರ್ಯಕ್ಕೆ ಕೈ ಜೋಡಿಸುತ್ತಿದ್ದಾರೆ. ಒಟ್ಟು 90 ಬೂತ್ ಗಳಲ್ಲಿ ಪೋಲಿಯೋ ಹನಿ ಹಾಕುವ ಕಾರ್ಯ ನಡೆಯಲಿದೆ. ಪಟ್ಟಣದಲ್ಲಿ 1189 ಮಕ್ಕಳು, [27, 579, 189, 760]
person-1 [572, 151, 604, 276]
tahsildar-figure [148, 433, 228, 572]
beneficiary-figure [760, 968, 805, 1102]
